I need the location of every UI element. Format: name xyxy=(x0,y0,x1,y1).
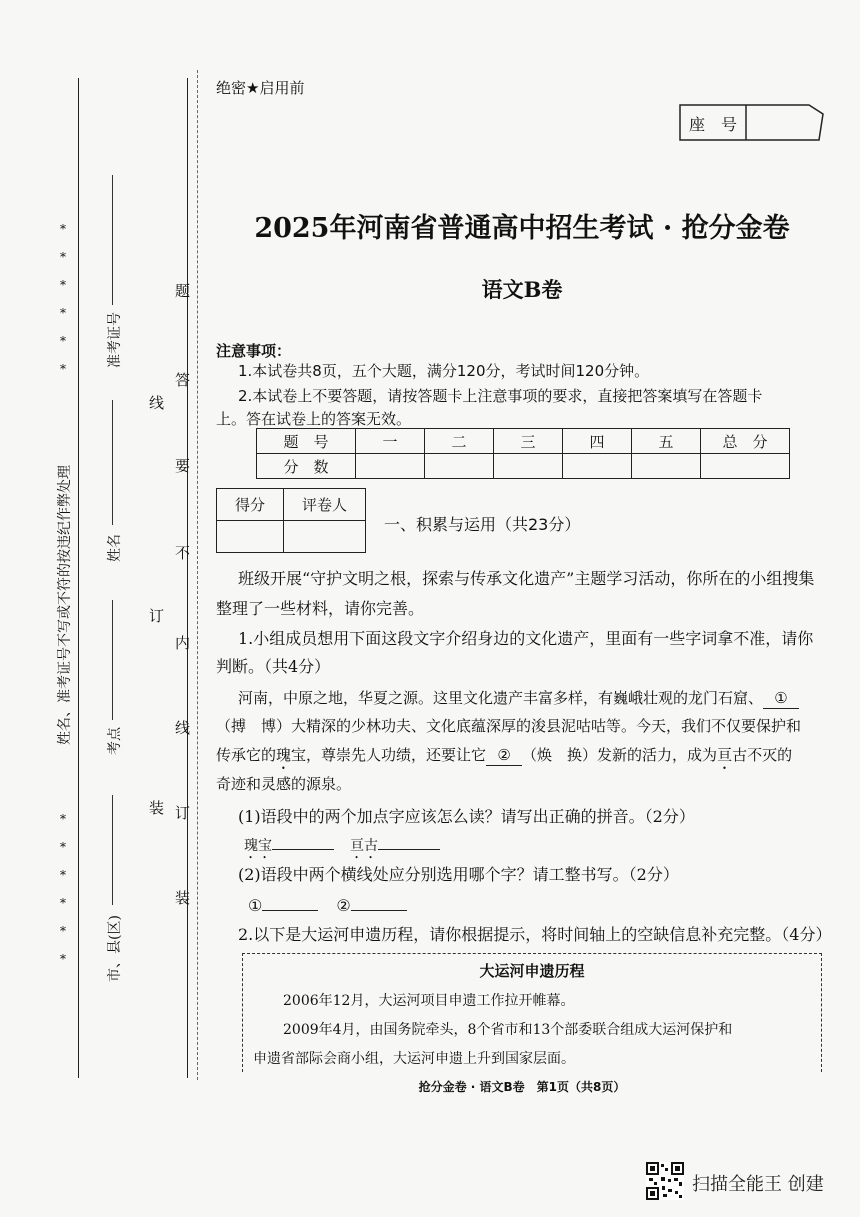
star: * xyxy=(60,812,66,826)
score-cell[interactable] xyxy=(356,454,425,479)
intro-line-2: 整理了一些材料，请你完善。 xyxy=(216,599,425,618)
score-table-header: 五 xyxy=(632,429,701,454)
star: * xyxy=(60,952,66,966)
timeline-entry-1: 2006年12月，大运河项目申遗工作拉开帷幕。 xyxy=(283,993,575,1009)
timeline-box xyxy=(242,953,822,1072)
sub1-blank-b[interactable] xyxy=(378,835,440,850)
sub1-label-a: 瑰宝 xyxy=(244,838,272,854)
scanner-watermark: 扫描全能王 创建 xyxy=(692,1174,824,1195)
seal-right-2: 答 xyxy=(173,372,191,389)
seal-zhuang: 装 xyxy=(147,800,165,817)
seal-right-8: 装 xyxy=(173,890,191,907)
notice-item-2: 2.本试卷上不要答题，请按答题卡上注意事项的要求，直接把答案填写在答题卡 xyxy=(238,387,763,405)
secret-label: 绝密★启用前 xyxy=(216,79,305,97)
star: * xyxy=(60,362,66,376)
score-table-header: 三 xyxy=(494,429,563,454)
star: * xyxy=(60,896,66,910)
section-1-title: 一、积累与运用（共23分） xyxy=(384,515,581,534)
star: * xyxy=(60,334,66,348)
sub2-label-a: ① xyxy=(248,896,263,915)
binding-dash-line xyxy=(197,70,198,1080)
score-table xyxy=(256,428,790,479)
intro-line-1: 班级开展“守护文明之根，探索与传承文化遗产”主题学习活动，你所在的小组搜集 xyxy=(238,569,815,588)
passage-line-2: （搏 博）大精深的少林功夫、文化底蕴深厚的浚县泥咕咕等。今天，我们不仅要保护和 xyxy=(216,717,802,735)
passage-blank-2: ② xyxy=(486,745,522,766)
passage-line-1 xyxy=(238,683,828,713)
sub2-blank-a[interactable] xyxy=(262,894,318,911)
field-line-name[interactable] xyxy=(112,400,113,525)
star: * xyxy=(60,306,66,320)
score-cell[interactable] xyxy=(563,454,632,479)
field-line-exam-site[interactable] xyxy=(112,600,113,720)
grader-reviewer-cell[interactable] xyxy=(284,521,366,553)
passage-text: （焕 换）发新的活力，成为 xyxy=(522,746,718,764)
seal-right-6: 线 xyxy=(173,720,191,737)
score-table-header: 二 xyxy=(425,429,494,454)
question-1: 1.小组成员想用下面这段文字介绍身边的文化遗产，里面有一些字词拿不准，请你 xyxy=(238,629,814,648)
seal-ding: 订 xyxy=(147,608,165,625)
sub2-label-b: ② xyxy=(336,896,351,915)
binding-line-outer xyxy=(78,78,79,1078)
score-cell[interactable] xyxy=(632,454,701,479)
seal-right-3: 要 xyxy=(173,458,191,475)
passage-text: 传承它的 xyxy=(216,746,277,764)
dotted-char-gen: 亘 xyxy=(717,746,733,764)
qr-code-graphic xyxy=(646,1162,684,1200)
passage-line-4: 奇迹和灵感的源泉。 xyxy=(216,775,352,793)
grader-score-cell[interactable] xyxy=(217,521,284,553)
dotted-char-gui: 瑰 xyxy=(276,746,292,764)
notice-item-1: 1.本试卷共8页，五个大题，满分120分，考试时间120分钟。 xyxy=(238,362,650,380)
binding-line-inner xyxy=(187,78,188,1078)
page-title: 2025年河南省普通高中招生考试 · 抢分金卷 xyxy=(254,213,790,244)
passage-text: 宝，尊崇先人功绩，还要让它 xyxy=(291,746,487,764)
sub2-blank-b[interactable] xyxy=(351,894,407,911)
question-2: 2.以下是大运河申遗历程，请你根据提示，将时间轴上的空缺信息补充完整。（4分） xyxy=(238,925,832,944)
qr-code-icon xyxy=(646,1162,684,1200)
passage-text: 古不灭的 xyxy=(732,746,793,764)
star: * xyxy=(60,840,66,854)
score-cell[interactable] xyxy=(494,454,563,479)
score-table-header: 四 xyxy=(563,429,632,454)
star: * xyxy=(60,924,66,938)
sub1-label-b: 亘古 xyxy=(350,838,378,854)
notice-item-2-cont: 上。答在试卷上的答案无效。 xyxy=(216,410,412,428)
sub1-blank-a[interactable] xyxy=(272,835,334,850)
passage-blank-1: ① xyxy=(763,688,799,709)
field-label-exam-no: 准考证号 xyxy=(107,312,123,368)
star: * xyxy=(60,222,66,236)
score-cell[interactable] xyxy=(701,454,790,479)
seal-right-5: 内 xyxy=(173,635,191,652)
score-table-header: 总 分 xyxy=(701,429,790,454)
star: * xyxy=(60,250,66,264)
star: * xyxy=(60,868,66,882)
sub-question-1: (1)语段中的两个加点字应该怎么读？请写出正确的拼音。（2分） xyxy=(238,807,695,826)
star: * xyxy=(60,278,66,292)
question-1-cont: 判断。（共4分） xyxy=(216,657,331,676)
score-table-header: 一 xyxy=(356,429,425,454)
score-cell[interactable] xyxy=(425,454,494,479)
notice-heading: 注意事项： xyxy=(216,342,292,360)
timeline-entry-2: 2009年4月，由国务院牵头，8个省市和13个部委联合组成大运河保护和 xyxy=(283,1022,733,1038)
sub2-answer-row xyxy=(248,894,407,915)
field-label-name: 姓名 xyxy=(107,534,123,562)
timeline-title: 大运河申遗历程 xyxy=(479,962,585,980)
field-line-exam-no[interactable] xyxy=(112,175,113,305)
timeline-entry-2-cont: 申遗省部际会商小组，大运河申遗上升到国家层面。 xyxy=(253,1051,575,1067)
field-label-exam-site: 考点 xyxy=(107,727,123,755)
grader-score-label: 得分 xyxy=(217,489,284,521)
binding-warning: 姓名、准考证号不写或不符的按违纪作弊处理 xyxy=(57,465,73,745)
grader-box xyxy=(216,488,366,553)
seat-label: 座 号 xyxy=(689,115,738,134)
field-label-city: 市、县(区) xyxy=(107,915,123,982)
score-table-row-label: 分 数 xyxy=(257,454,356,479)
seal-xian: 线 xyxy=(147,395,165,412)
seal-right-4: 不 xyxy=(173,545,191,562)
seal-right-1: 题 xyxy=(173,283,191,300)
sub-question-2: (2)语段中两个横线处应分别选用哪个字？请工整书写。（2分） xyxy=(238,865,679,884)
seat-number-box[interactable] xyxy=(679,104,823,140)
sub1-answer-row xyxy=(244,835,440,862)
page-footer: 抢分金卷 · 语文B卷 第1页（共8页） xyxy=(418,1080,626,1094)
grader-reviewer-label: 评卷人 xyxy=(284,489,366,521)
page-subtitle: 语文B卷 xyxy=(481,277,563,302)
field-line-city[interactable] xyxy=(112,795,113,905)
passage-text: 河南，中原之地，华夏之源。这里文化遗产丰富多样，有巍峨壮观的龙门石窟、 xyxy=(238,689,764,707)
score-table-header: 题 号 xyxy=(257,429,356,454)
seal-right-7: 订 xyxy=(173,805,191,822)
